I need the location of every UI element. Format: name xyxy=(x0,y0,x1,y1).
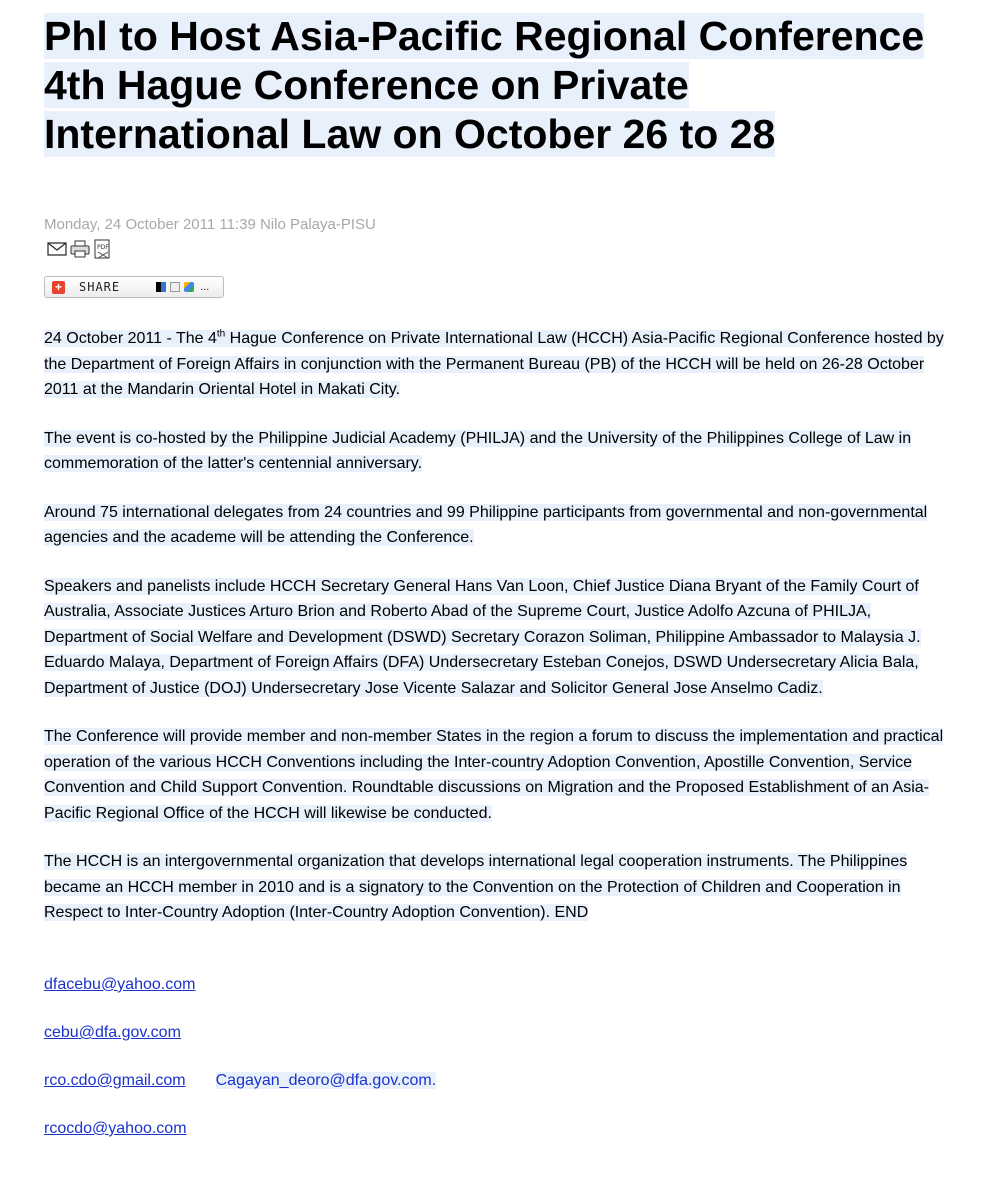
email-link-rco-cdo[interactable]: rco.cdo@gmail.com xyxy=(44,1072,186,1089)
article-meta: Monday, 24 October 2011 11:39 Nilo Palaya-PISU xyxy=(44,216,376,233)
email-link-dfacebu[interactable]: dfacebu@yahoo.com xyxy=(44,976,196,993)
email-link-cebu[interactable]: cebu@dfa.gov.com xyxy=(44,1024,181,1041)
paragraph-4: Speakers and panelists include HCCH Secretary General Hans Van Loon, Chief Justice Diana Bryant of the Family Court of Australia, Associate Justices Arturo Brion and Roberto Abad of the Supreme Court, Justice Adolfo Azcuna of PHILJA, Department of Social Welfare and Development (DSWD) Secretary Corazon Soliman, Philippine Ambassador to Malaysia J. Eduardo Malaya, Department of Foreign Affairs (DFA) Undersecretary Esteban Conejos, DSWD Undersecretary Alicia Bala, Department of Justice (DOJ) Undersecretary Jose Vicente Salazar and Solicitor General Jose Anselmo Cadiz. xyxy=(44,577,921,697)
print-icon[interactable] xyxy=(69,238,91,260)
page-title-text: Phl to Host Asia-Pacific Regional Conference 4th Hague Conference on Private International Law on October 26 to 28 xyxy=(44,13,925,157)
contact-links xyxy=(44,974,436,1166)
email-icon[interactable] xyxy=(46,238,68,260)
more-icon: ... xyxy=(200,281,210,293)
svg-text:PDF: PDF xyxy=(97,244,109,251)
plus-icon: + xyxy=(52,281,65,294)
favorites-icon xyxy=(184,282,194,292)
share-button[interactable] xyxy=(44,276,224,298)
paragraph-1: 24 October 2011 - The 4th Hague Conference on Private International Law (HCCH) Asia-Pacific Regional Conference hosted by the Department of Foreign Affairs in conjunction with the Permanent Bureau (PB) of the HCCH will be held on 26-28 October 2011 at the Mandarin Oriental Hotel in Makati City. xyxy=(44,328,944,398)
article-tools xyxy=(46,238,114,260)
paragraph-3: Around 75 international delegates from 24 countries and 99 Philippine participants from governmental and non-governmental agencies and the academe will be attending the Conference. xyxy=(44,503,928,546)
share-services xyxy=(156,281,209,293)
paragraph-6: The HCCH is an intergovernmental organization that develops international legal cooperation instruments. The Philippines became an HCCH member in 2010 and is a signatory to the Convention on the Protection of Children and Cooperation in Respect to Inter-Country Adoption (Inter-Country Adoption Convention). END xyxy=(44,853,908,921)
cagayan-email-text: Cagayan_deoro@dfa.gov.com. xyxy=(215,1072,437,1089)
delicious-icon xyxy=(156,282,166,292)
share-label: SHARE xyxy=(79,280,121,294)
paragraph-5: The Conference will provide member and non-member States in the region a forum to discuss the implementation and practical operation of the various HCCH Conventions including the Inter-country Adoption Convention, Apostille Convention, Service Convention and Child Support Convention. Roundtable discussions on Migration and the Proposed Establishment of an Asia-Pacific Regional Office of the HCCH will likewise be conducted. xyxy=(44,728,944,822)
page-title xyxy=(44,12,944,159)
email-link-rcocdo[interactable]: rcocdo@yahoo.com xyxy=(44,1120,187,1137)
digg-icon xyxy=(170,282,180,292)
article-body xyxy=(44,326,944,949)
paragraph-2: The event is co-hosted by the Philippine Judicial Academy (PHILJA) and the University of the Philippines College of Law in commemoration of the latter's centennial anniversary. xyxy=(44,429,912,472)
pdf-icon[interactable] xyxy=(92,238,114,260)
